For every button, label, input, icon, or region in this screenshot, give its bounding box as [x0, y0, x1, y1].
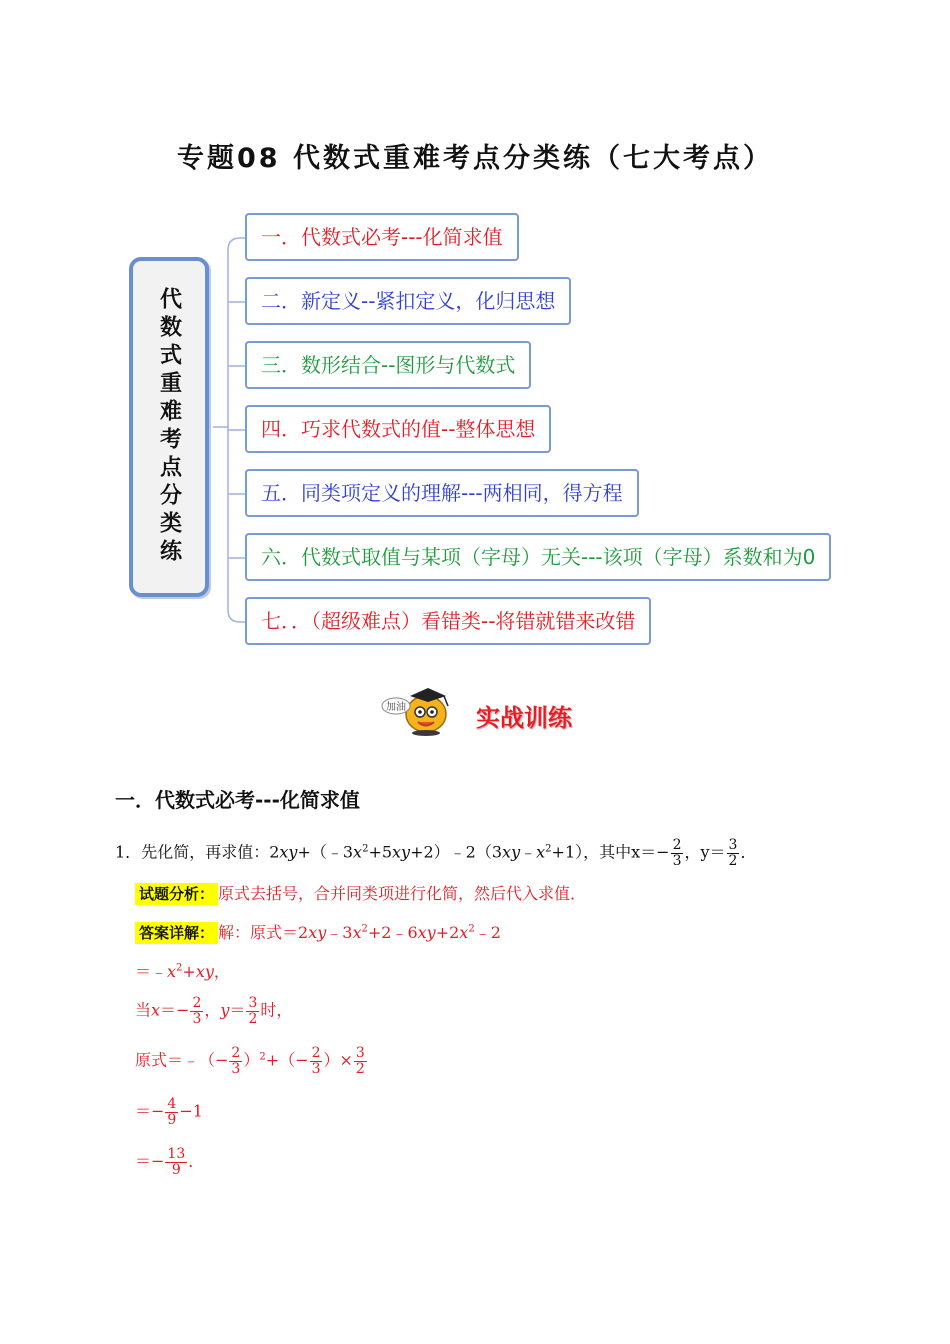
mascot-bubble-text: 加油 — [386, 702, 406, 713]
analysis-line: 试题分析： 原式去括号，合并同类项进行化简，然后代入求值． — [135, 881, 586, 904]
mindmap-node-4: 四．巧求代数式的值--整体思想 — [245, 405, 551, 453]
mindmap-node-1: 一．代数式必考---化简求值 — [245, 213, 519, 261]
answer-line-5: ＝− $\frac{4}{9}$ −1 — [135, 1096, 203, 1128]
answer-line-2: $=﹣x^2+xy$， — [135, 962, 230, 981]
answer-label: 答案详解： — [135, 922, 218, 944]
answer-line-6: ＝− $\frac{13}{9}$ ． — [135, 1146, 205, 1178]
mascot-icon — [380, 684, 472, 736]
mindmap-node-2: 二．新定义--紧扣定义，化归思想 — [245, 277, 571, 325]
practice-banner: 实战训练 — [476, 704, 572, 732]
answer-line-4: 原式＝﹣（− $\frac{2}{3}$ ）$^2$+（− $\frac{2}{3}$ ）× $\frac{3}{2}$ — [135, 1045, 365, 1077]
section-heading: 一．代数式必考---化简求值 — [115, 788, 360, 812]
mindmap-root — [129, 257, 209, 597]
mindmap-node-5: 五．同类项定义的理解---两相同，得方程 — [245, 469, 639, 517]
problem-1-stem: 1．先化简，再求值：$2xy+(﹣3x^2+5xy+2)﹣2(3xy﹣x^2+1)$，其中x＝− $\frac{2}{3}$ ，y＝ $\frac{3}{2}$ ． — [115, 837, 757, 869]
mindmap-node-3: 三．数形结合--图形与代数式 — [245, 341, 531, 389]
document-title: 专题08 代数式重难考点分类练（七大考点） — [177, 143, 773, 174]
analysis-label: 试题分析： — [135, 883, 218, 905]
mindmap-node-6: 六．代数式取值与某项（字母）无关---该项（字母）系数和为0 — [245, 533, 831, 581]
mindmap-root-label: 代数式重难考点分类练 — [156, 287, 182, 567]
mindmap-node-7: 七．．（超级难点）看错类--将错就错来改错 — [245, 597, 651, 645]
answer-line-3: 当x＝− $\frac{2}{3}$ ，y＝ $\frac{3}{2}$ 时， — [135, 995, 293, 1027]
answer-line-1: 答案详解： 解：原式$=2xy﹣3x^2+2﹣6xy+2x^2﹣2$ — [135, 920, 501, 943]
